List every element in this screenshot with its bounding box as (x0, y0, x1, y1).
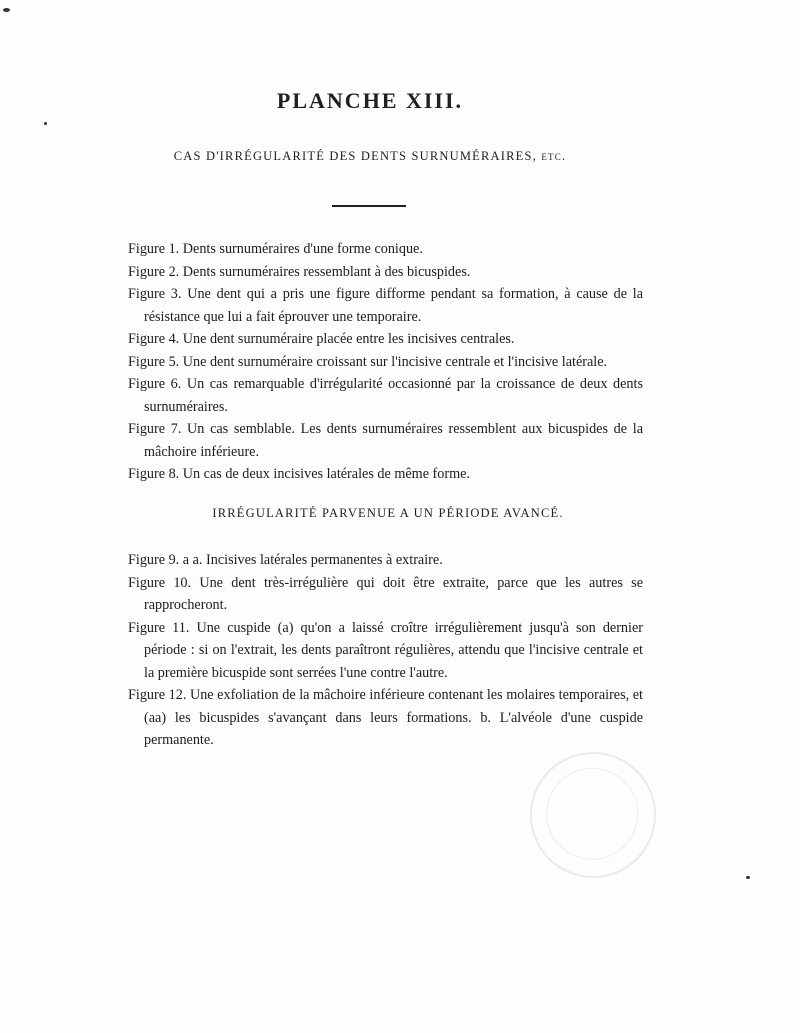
scan-speck (3, 8, 10, 12)
library-stamp-inner-ring (538, 759, 647, 868)
scan-speck (44, 122, 47, 125)
figure-entry-5: Figure 5. Une dent surnuméraire croissant sur l'incisive centrale et l'incisive latérale. (128, 353, 608, 370)
figure-entry-10: Figure 10. Une dent très-irrégulière qui doit être extraite, parce que les autres se rapprocheront. (128, 574, 643, 613)
figure-entry-1: Figure 1. Dents surnuméraires d'une forme conique. (128, 241, 423, 257)
figure-list-1 (128, 238, 643, 486)
figure-entry-12: Figure 12. Une exfoliation de la mâchoire inférieure contenant les molaires temporaires, et (aa) les bicuspides s'avançant dans leurs formations. b. L'alvéole d'une cuspide permanente. (128, 687, 643, 748)
section-heading: IRRÉGULARITÉ PARVENUE A UN PÉRIODE AVANCÉ. (212, 506, 564, 520)
figure-entry-6: Figure 6. Un cas remarquable d'irrégularité occasionné par la croissance de deux dents surnuméraires. (128, 376, 643, 415)
page-title: PLANCHE XIII. (276, 88, 464, 113)
figure-entry-3: Figure 3. Une dent qui a pris une figure difforme pendant sa formation, à cause de la résistance que lui a fait éprouver une temporaire. (128, 286, 643, 325)
figure-list-2 (128, 549, 643, 752)
scan-speck (746, 876, 750, 879)
figure-entry-7: Figure 7. Un cas semblable. Les dents surnuméraires ressemblent aux bicuspides de la mâchoire inférieure. (128, 421, 643, 460)
library-stamp (518, 740, 667, 889)
divider-rule (332, 205, 406, 207)
figure-entry-11: Figure 11. Une cuspide (a) qu'on a laissé croître irrégulièrement jusqu'à son dernier période : si on l'extrait, les dents paraîtront régulières, attendu que l'incisive centrale et la première bicuspide sont serrées l'une contre l'autre. (128, 619, 643, 681)
figure-entry-2: Figure 2. Dents surnuméraires ressemblant à des bicuspides. (128, 263, 471, 280)
figure-entry-9: Figure 9. a a. Incisives latérales permanentes à extraire. (128, 552, 443, 568)
figure-entry-4: Figure 4. Une dent surnuméraire placée entre les incisives centrales. (128, 331, 515, 347)
page-subtitle: CAS D'IRRÉGULARITÉ DES DENTS SURNUMÉRAIRES, etc. (173, 149, 567, 163)
figure-entry-8: Figure 8. Un cas de deux incisives latérales de même forme. (128, 466, 470, 482)
